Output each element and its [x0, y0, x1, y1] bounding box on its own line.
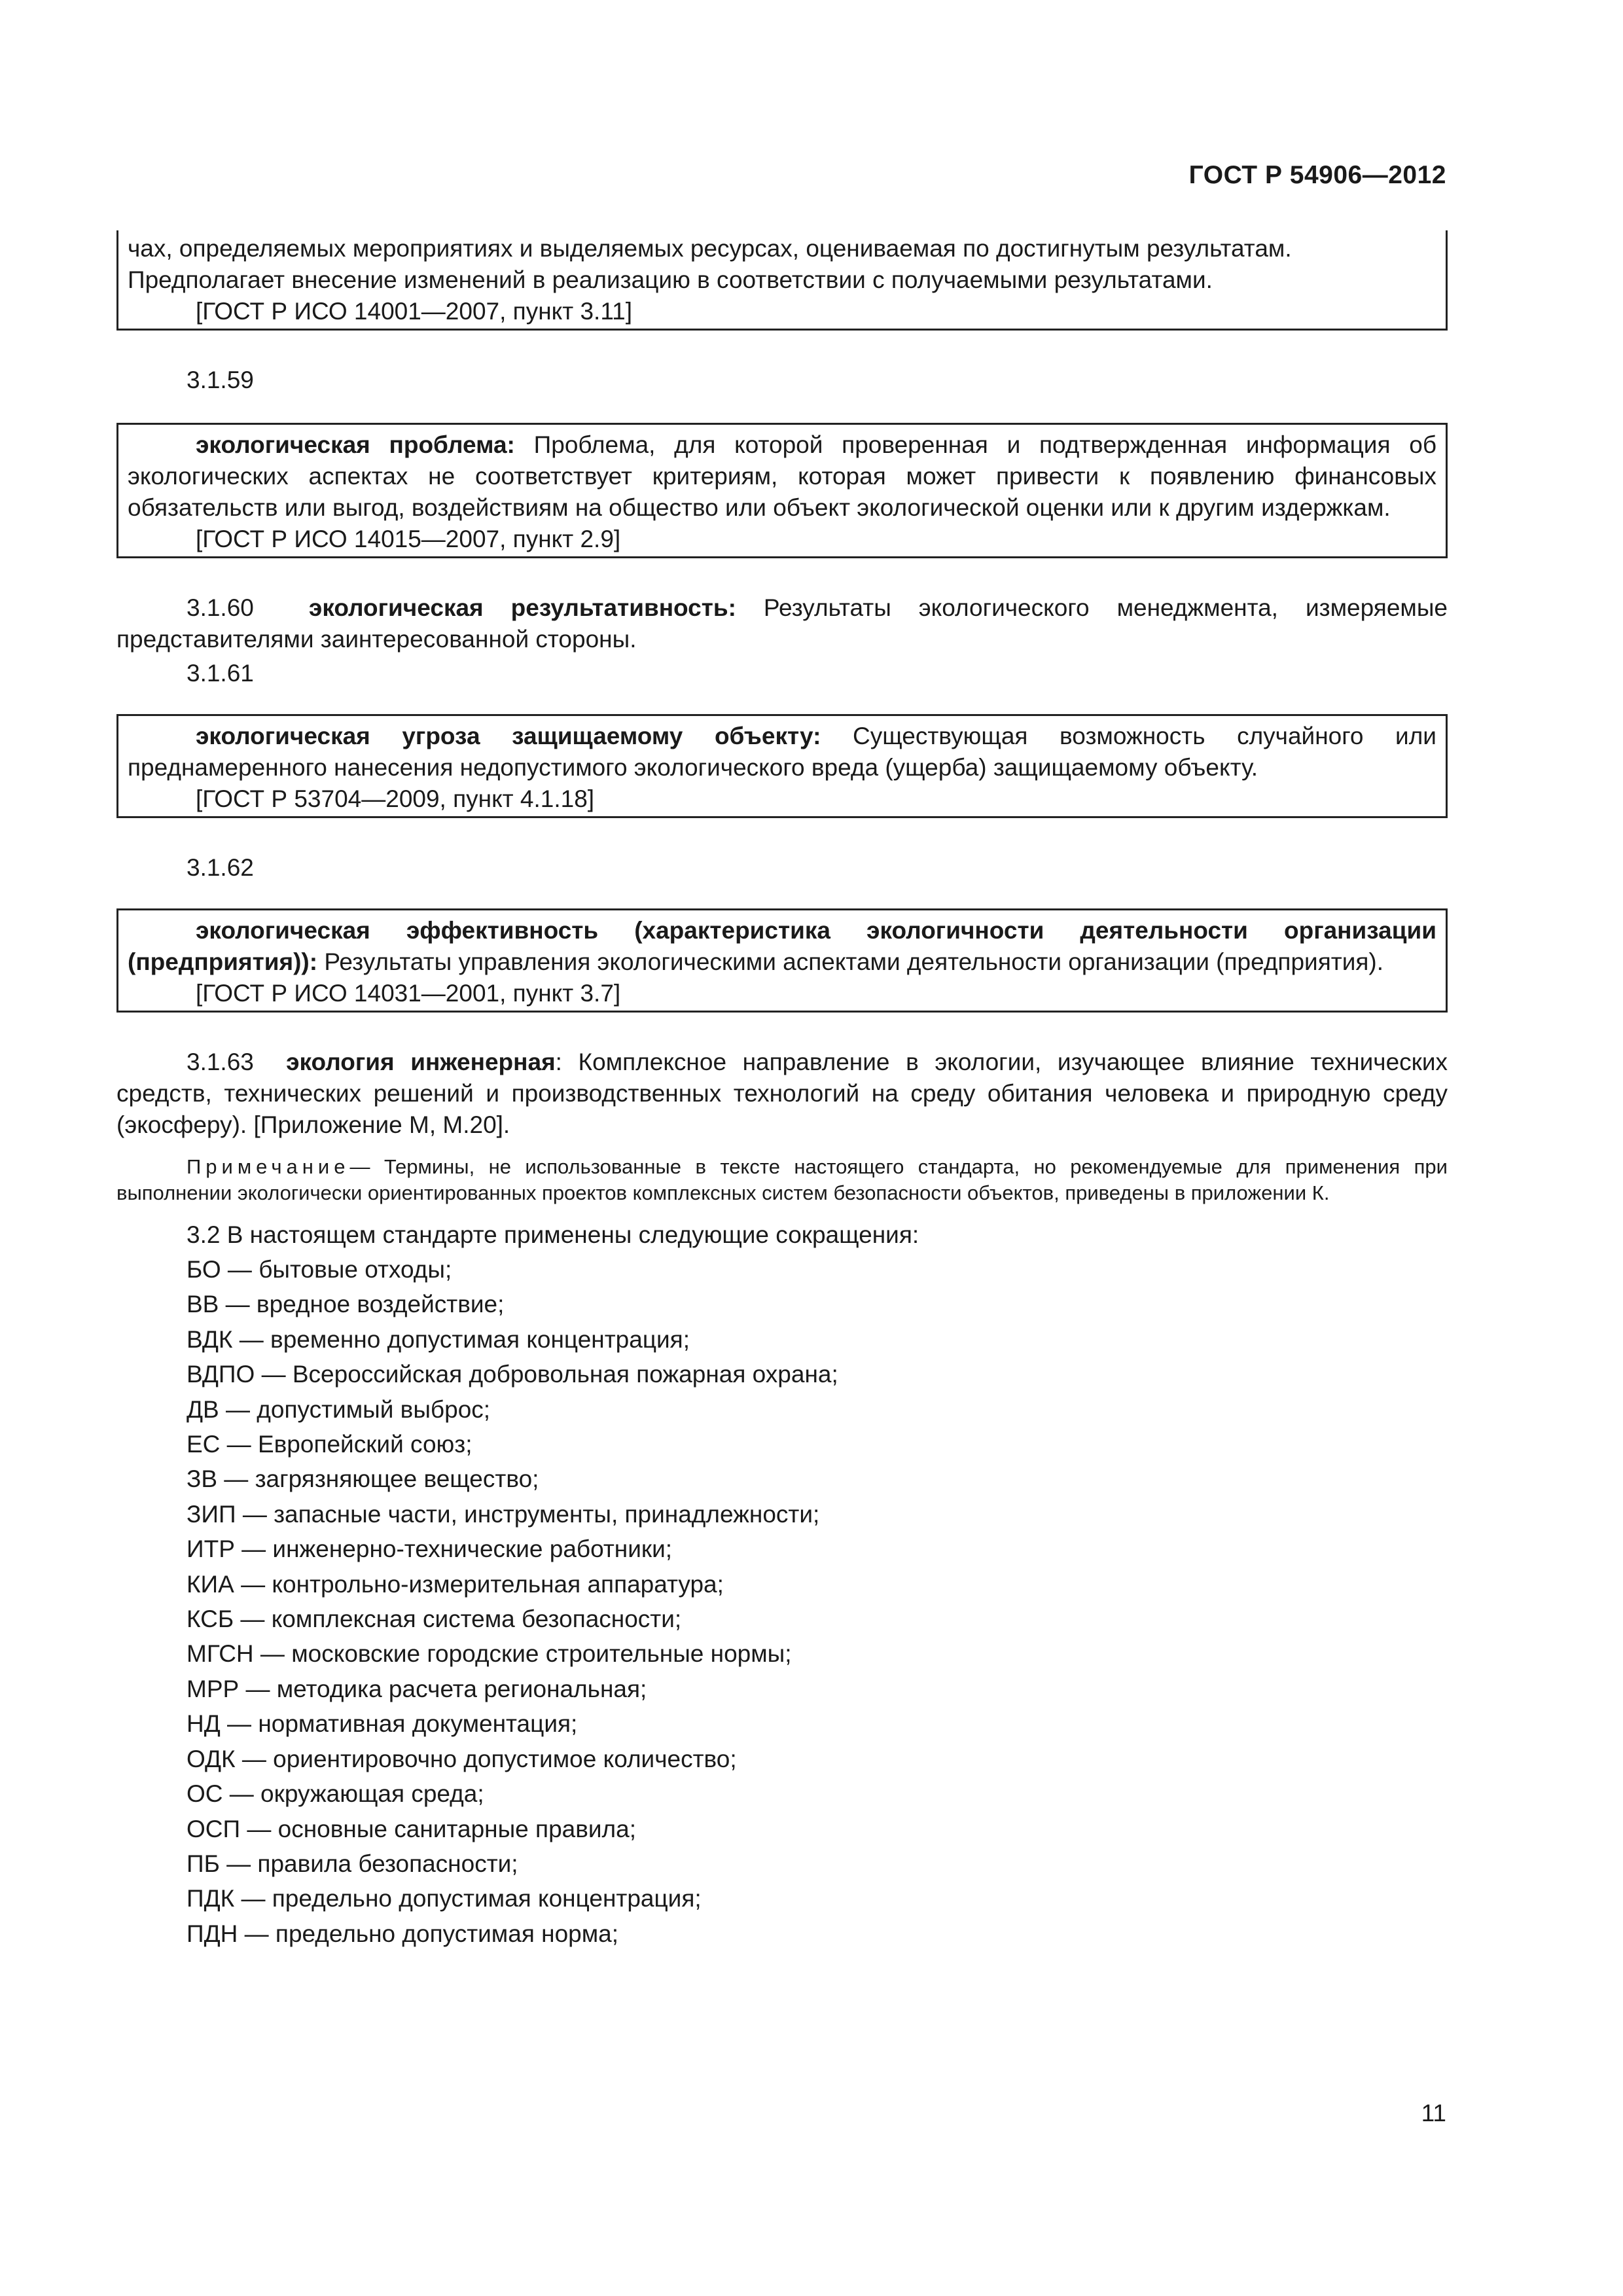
definition-text: чах, определяемых мероприятиях и выделяемых ресурсах, оцениваемая по достигнутым результатам.	[128, 235, 1292, 262]
page-number: 11	[1421, 2100, 1446, 2126]
list-item: КИА — контрольно-измерительная аппаратура;	[187, 1570, 724, 1598]
list-item: ИТР — инженерно-технические работники;	[187, 1535, 673, 1563]
list-item: ОСП — основные санитарные правила;	[187, 1815, 636, 1842]
term-name: экологическая проблема:	[196, 431, 515, 458]
list-item: НД — нормативная документация;	[187, 1710, 578, 1738]
term-name: экология инженерная	[286, 1049, 556, 1075]
definition-text: Предполагает внесение изменений в реализацию в соответствии с получаемыми результатами.	[128, 266, 1213, 293]
term-paragraph	[116, 1047, 1448, 1141]
definition-text: Существующая возможность случайного или преднамеренного нанесения недопустимого экологического вреда (ущерба) защищаемому объекту.	[128, 723, 1436, 781]
term-name: экологическая угроза защищаемому объекту:	[196, 723, 821, 749]
list-item: ВДК — временно допустимая концентрация;	[187, 1325, 690, 1353]
list-item: БО — бытовые отходы;	[187, 1256, 452, 1283]
section-intro: 3.2 В настоящем стандарте применены следующие сокращения:	[187, 1221, 919, 1248]
definition-box	[116, 908, 1448, 1013]
definition-source: [ГОСТ Р ИСО 14001—2007, пункт 3.11]	[196, 298, 633, 325]
list-item: ОДК — ориентировочно допустимое количество;	[187, 1745, 737, 1772]
definition-paragraph	[128, 915, 1436, 978]
list-item: ЗИП — запасные части, инструменты, принадлежности;	[187, 1500, 820, 1528]
list-item: КСБ — комплексная система безопасности;	[187, 1605, 682, 1633]
list-item: ДВ — допустимый выброс;	[187, 1395, 491, 1423]
page-content	[116, 230, 1448, 1951]
list-item: ЗВ — загрязняющее вещество;	[187, 1465, 539, 1493]
definition-text: Проблема, для которой проверенная и подтвержденная информация об экологических аспектах не соответствует критериям, которая может привести к появлению финансовых обязательств или выгод, воздействиям на общество или объект экологической оценки или к другим издержкам.	[128, 431, 1437, 521]
list-item: ПБ — правила безопасности;	[187, 1850, 518, 1877]
definition-text: Результаты управления экологическими аспектами деятельности организации (предприятия).	[317, 948, 1384, 975]
list-item: ЕС — Европейский союз;	[187, 1431, 473, 1458]
term-number: 3.1.61	[187, 660, 254, 687]
definition-box	[116, 423, 1448, 558]
term-paragraph	[116, 592, 1448, 655]
list-item: ПДН — предельно допустимая норма;	[187, 1920, 619, 1947]
note-paragraph	[116, 1154, 1448, 1206]
definition-text: Результаты экологического менеджмента, измеряемые представителями заинтересованной стороны.	[116, 594, 1448, 653]
definition-source: [ГОСТ Р ИСО 14031—2001, пункт 3.7]	[196, 980, 621, 1007]
continued-definition-box	[116, 230, 1448, 331]
term-number: 3.1.62	[187, 854, 254, 881]
term-name: экологическая результативность:	[308, 594, 736, 621]
list-item: МРР — методика расчета региональная;	[187, 1675, 647, 1702]
definition-paragraph	[128, 721, 1436, 783]
list-item: ПДК — предельно допустимая концентрация;	[187, 1885, 702, 1912]
term-number: 3.1.60	[187, 594, 254, 621]
definition-paragraph	[128, 429, 1436, 524]
document-header: ГОСТ Р 54906—2012	[1188, 161, 1446, 189]
note-text: — Термины, не использованные в тексте настоящего стандарта, но рекомендуемые для применения при выполнении экологически ориентированных проектов комплексных систем безопасности объектов, приведены в приложении К.	[116, 1155, 1448, 1204]
list-item: ОС — окружающая среда;	[187, 1780, 484, 1808]
term-name: экологическая эффективность (характеристика экологичности деятельности организации (предприятия)):	[128, 917, 1436, 975]
list-item: МГСН — московские городские строительные нормы;	[187, 1640, 792, 1668]
list-item: ВВ — вредное воздействие;	[187, 1291, 505, 1318]
definition-source: [ГОСТ Р ИСО 14015—2007, пункт 2.9]	[196, 526, 621, 552]
definition-text: : Комплексное направление в экологии, изучающее влияние технических средств, технических решений и производственных технологий на среду обитания человека и природную среду (экосферу). [Приложение М, М.20].	[116, 1049, 1448, 1138]
definition-box	[116, 714, 1448, 818]
term-number: 3.1.59	[187, 367, 254, 393]
definition-source: [ГОСТ Р 53704—2009, пункт 4.1.18]	[196, 785, 595, 812]
note-label: Примечание	[187, 1155, 350, 1178]
abbreviation-list	[116, 1252, 1448, 1951]
term-number: 3.1.63	[187, 1049, 254, 1075]
list-item: ВДПО — Всероссийская добровольная пожарная охрана;	[187, 1361, 838, 1388]
